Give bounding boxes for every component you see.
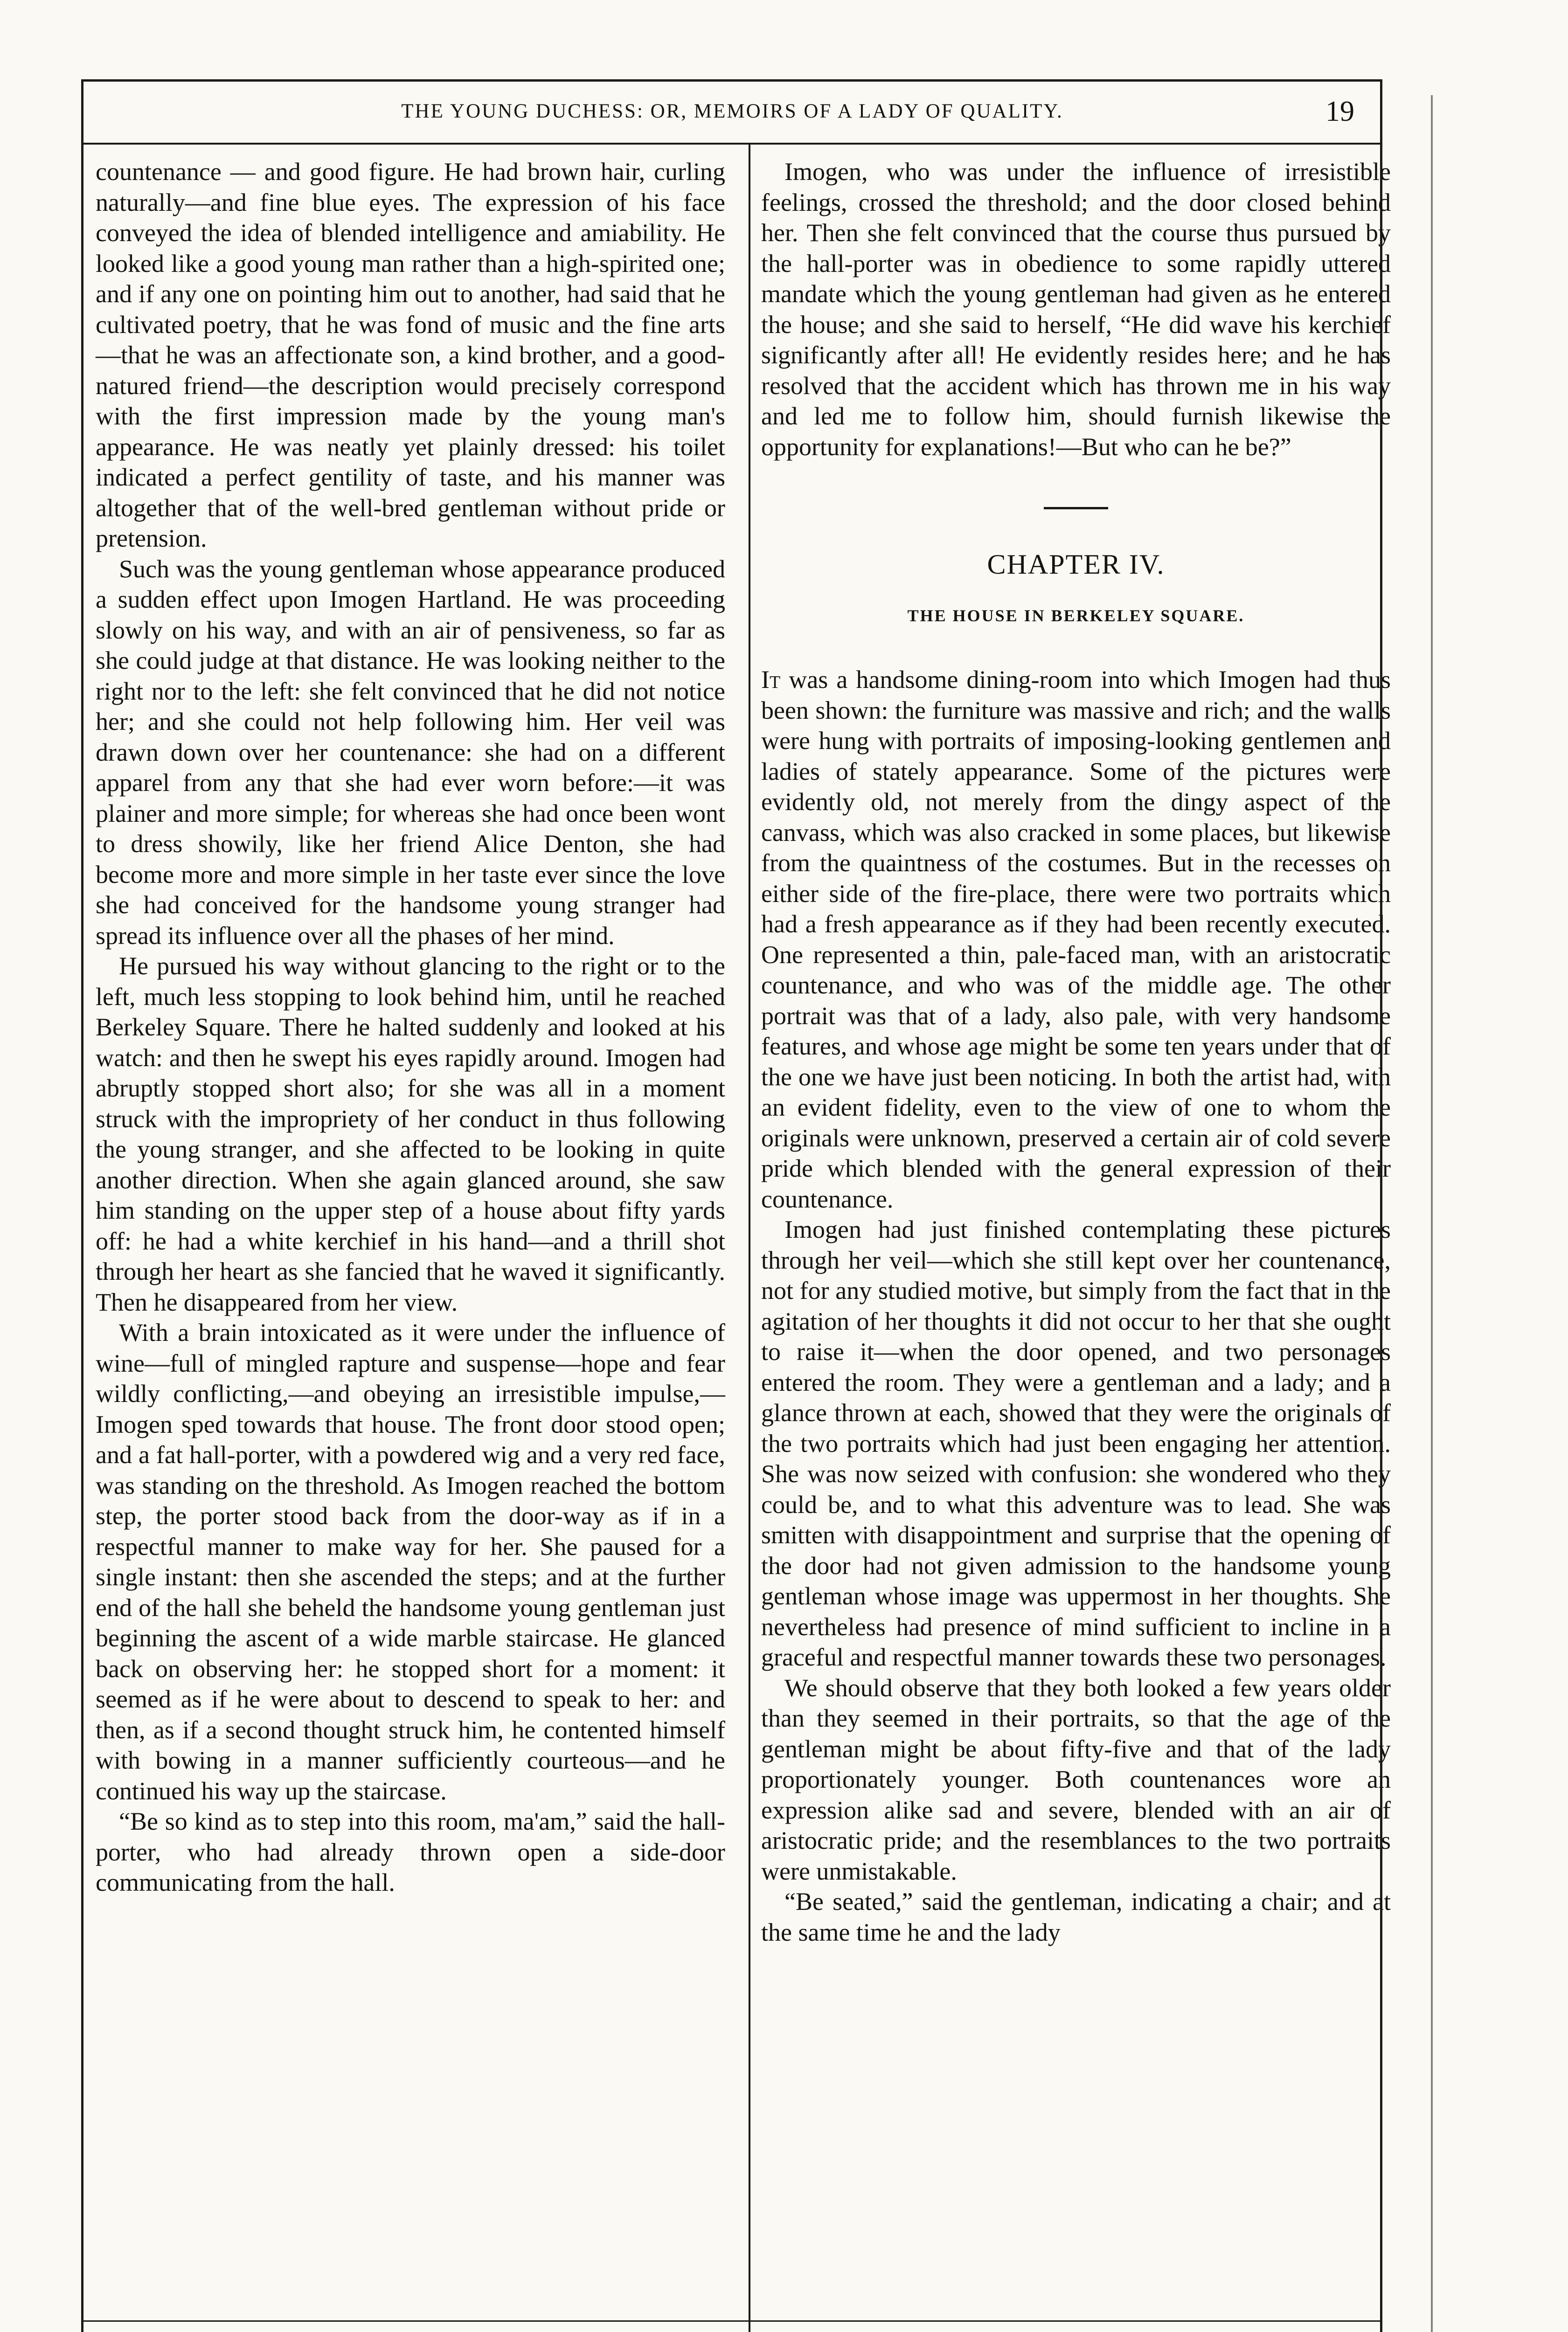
footer-rule	[81, 2320, 1382, 2322]
paragraph: Imogen had just finished contemplating these pictures through her veil—which she still kept over her countenance, not for any studied motive, but simply from the fact that in the agitation of her thoughts it did not occur to her that she ought to raise it—when the door opened, and two personages entered the room. They were a gentleman and a lady; and a glance thrown at each, showed that they were the originals of the two portraits which had just been engaging her attention. She was now seized with confusion: she wondered who they could be, and to what this adventure was to lead. She was smitten with disappointment and surprise that the opening of the door had not given admission to the handsome young gentleman whose image was uppermost in her thoughts. She nevertheless had presence of mind sufficient to incline in a graceful and respectful manner towards these two personages.	[761, 1215, 1391, 1671]
running-header	[93, 95, 1371, 137]
right-column	[761, 157, 1391, 1948]
paragraph: He pursued his way without glancing to the right or to the left, much less stopping to look behind him, until he reached Berkeley Square. There he halted suddenly and looked at his watch: and then he swept his eyes rapidly around. Imogen had abruptly stopped short also; for she was all in a moment struck with the impropriety of her conduct in thus following the young stranger, and she affected to be looking in quite another direction. When she again glanced around, she saw him standing on the upper step of a house about fifty yards off: he had a white kerchief in his hand—and a thrill shot through her heart as she fancied that he waved it significantly. Then he disappeared from her view.	[96, 952, 725, 1316]
column-divider	[749, 145, 750, 2332]
paragraph: We should observe that they both looked a few years older than they seemed in their portraits, so that the age of the gentleman might be about fifty-five and that of the lady proportionately younger. Both countenances wore an expression alike sad and severe, blended with an air of aristocratic pride; and the resemblances to the two portraits were unmistakable.	[761, 1673, 1391, 1885]
paragraph: Imogen, who was under the influence of irresistible feelings, crossed the threshold; and the door closed behind her. Then she felt convinced that the course thus pursued by the hall-porter was in obedience to some rapidly uttered mandate which the young gentleman had given as he entered the house; and she said to herself, “He did wave his kerchief significantly after all! He evidently resides here; and he has resolved that the accident which has thrown me in his way and led me to follow him, should furnish likewise the opportunity for explanations!—But who can he be?”	[761, 158, 1391, 461]
chapter-separator-rule	[1044, 507, 1108, 509]
paragraph: Such was the young gentleman whose appearance produced a sudden effect upon Imogen Hartland. He was proceeding slowly on his way, and with an air of pensiveness, so far as she could judge at that distance. He was looking neither to the right nor to the left: she felt convinced that he did not notice her; and she could not help following him. Her veil was drawn down over her countenance: she had on a different apparel from any that she had ever worn before:—it was plainer and more simple; for whereas she had once been wont to dress showily, like her friend Alice Denton, she had become more and more simple in her taste ever since the love she had conceived for the handsome young stranger had spread its influence over all the phases of her mind.	[96, 555, 725, 950]
paragraph: “Be seated,” said the gentleman, indicating a chair; and at the same time he and the lady	[761, 1888, 1391, 1946]
paragraph: countenance — and good figure. He had brown hair, curling naturally—and fine blue eyes. The expression of his face conveyed the idea of blended intelligence and amiability. He looked like a good young man rather than a high-spirited one; and if any one on pointing him out to another, had said that he cultivated poetry, that he was fond of music and the fine arts—that he was an affectionate son, a kind brother, and a good-natured friend—the description would precisely correspond with the first impression made by the young man's appearance. He was neatly yet plainly dressed: his toilet indicated a perfect gentility of taste, and his manner was altogether that of the well-bred gentleman without pride or pretension.	[96, 158, 725, 552]
paragraph: With a brain intoxicated as it were under the influence of wine—full of mingled rapture and suspense—hope and fear wildly conflicting,—and obeying an irresistible impulse,—Imogen sped towards that house. The front door stood open; and a fat hall-porter, with a powdered wig and a very red face, was standing on the threshold. As Imogen reached the bottom step, the porter stood back from the door-way as if in a respectful manner to make way for her. She paused for a single instant: then she ascended the steps; and at the further end of the hall she beheld the handsome young gentleman just beginning the ascent of a wide marble staircase. He glanced back on observing her: he stopped short for a moment: it seemed as if he were about to descend to speak to her: and then, as if a second thought struck him, he contented himself with bowing in a manner sufficiently courteous—and he continued his way up the staircase.	[96, 1319, 725, 1805]
chapter-opening-paragraph	[761, 665, 1391, 1215]
chapter-heading: CHAPTER IV.	[987, 549, 1165, 580]
chapter-subtitle: THE HOUSE IN BERKELEY SQUARE.	[907, 606, 1245, 625]
page-number: 19	[1325, 96, 1354, 127]
running-title: THE YOUNG DUCHESS: OR, MEMOIRS OF A LADY OF QUALITY.	[401, 100, 1063, 122]
opening-text: was a handsome dining-room into which Imogen had thus been shown: the furniture was massive and rich; and the walls were hung with portraits of imposing-looking gentlemen and ladies of stately appearance. Some of the pictures were evidently old, not merely from the dingy aspect of the canvass, which was also cracked in some places, but likewise from the quaintness of the costumes. But in the recesses on either side of the fire-place, there were two portraits which had a fresh appearance as if they had been recently executed. One represented a thin, pale-faced man, with an aristocratic countenance, and who was of the middle age. The other portrait was that of a lady, also pale, with very handsome features, and whose age might be some ten years under that of the one we have just been noticing. In both the artist had, with an evident fidelity, even to the view of one to whom the originals were unknown, preserved a certain air of cold severe pride which blended with the general expression of their countenance.	[761, 666, 1391, 1213]
header-rule	[81, 143, 1382, 145]
paragraph: “Be so kind as to step into this room, ma'am,” said the hall-porter, who had already thrown open a side-door communicating from the hall.	[96, 1807, 725, 1896]
left-column	[96, 157, 725, 1898]
margin-mark	[1431, 95, 1433, 2332]
opening-word: It	[761, 666, 781, 694]
